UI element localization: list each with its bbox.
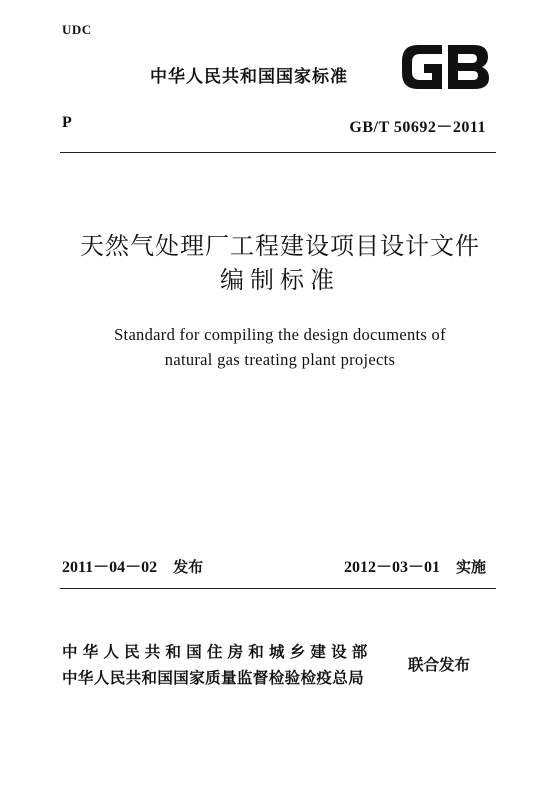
title-en-line2: natural gas treating plant projects xyxy=(164,350,396,369)
effective-date: 2012－03－01 xyxy=(343,559,440,576)
title-cn-line2: 编制标准 xyxy=(220,266,340,294)
udc-label: UDC xyxy=(62,22,92,37)
issue-date-block xyxy=(62,554,203,577)
issue-label: 发布 xyxy=(173,558,204,576)
top-divider xyxy=(60,152,496,153)
joint-issue-label: 联合发布 xyxy=(408,656,471,674)
effective-date-block xyxy=(344,554,486,577)
issue-date: 2011－04－02 xyxy=(62,559,158,576)
standard-number: GB/T 50692－2011 xyxy=(349,119,486,136)
title-en-line1: Standard for compiling the design documents of xyxy=(114,325,446,344)
bottom-divider xyxy=(60,588,496,589)
issuer-ministry-housing: 中华人民共和国住房和城乡建设部 xyxy=(62,643,373,661)
effective-label: 实施 xyxy=(455,558,486,576)
national-standard-heading: 中华人民共和国国家标准 xyxy=(150,67,348,87)
gb-logo-icon xyxy=(398,36,492,98)
issuer-aqsiq: 中华人民共和国国家质量监督检验检疫总局 xyxy=(62,669,365,687)
title-cn-line1: 天然气处理厂工程建设项目设计文件 xyxy=(80,232,480,260)
classification-code: P xyxy=(62,114,72,131)
